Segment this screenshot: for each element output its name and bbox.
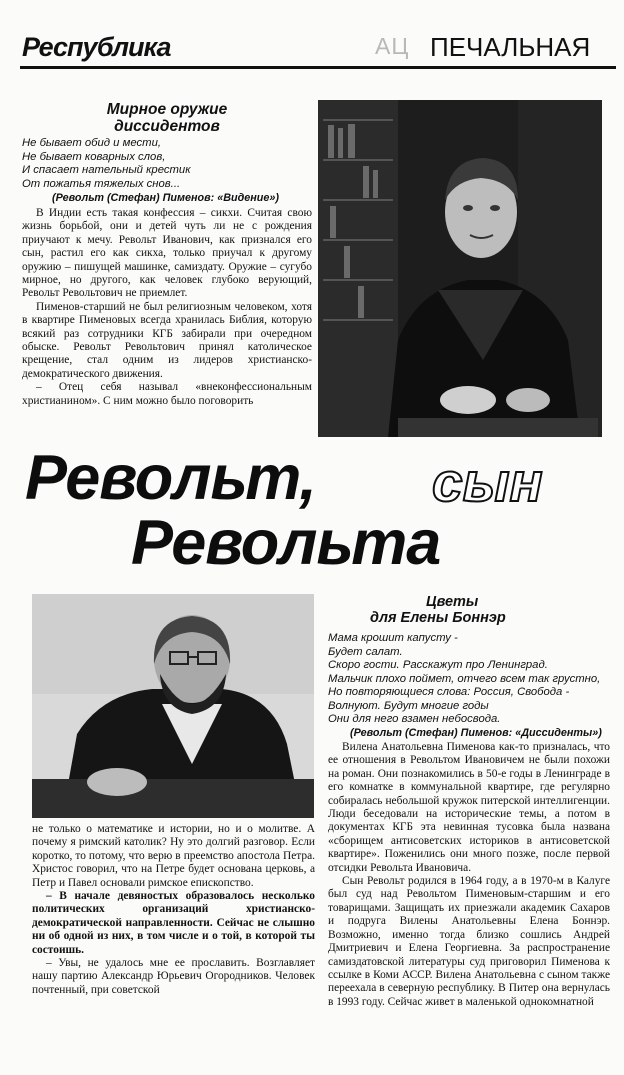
poem1-title-line2: диссидентов xyxy=(114,118,220,135)
headline-word-1: Револьт, xyxy=(25,443,316,513)
poem-line: Они для него взамен небосвода. xyxy=(328,713,501,725)
article-right-column xyxy=(328,741,610,1009)
masthead-ghost-text: АЦ xyxy=(375,33,410,59)
poem-line: Будет салат. xyxy=(328,645,403,658)
poem-line: Мальчик плохо поймет, отчего всем так грустно, xyxy=(328,672,601,685)
portrait-illustration xyxy=(318,100,602,437)
paragraph: Пименов-старший не был религиозным человеком, хотя в квартире Пименовых всегда хранилась Библия, которую всякий раз сотрудники КГБ забирали при очередном обыске. Револьт Револьтович принял католическое крещение, стал одним из лидеров христианско-демократического движения. xyxy=(22,300,312,380)
poem-line: Скоро гости. Расскажут про Ленинград. xyxy=(328,659,548,671)
poem2-title-line2: для Елены Боннэр xyxy=(370,610,506,626)
article-top-column xyxy=(22,207,312,408)
poem2-title xyxy=(356,594,606,626)
poem1-attribution: (Револьт (Стефан) Пименов: «Видение») xyxy=(52,192,280,204)
poem-line: От пожатья тяжелых снов... xyxy=(22,177,181,190)
photo-revolt-father xyxy=(32,594,314,818)
photo-revolt-son xyxy=(318,100,602,437)
section-title: ПЕЧАЛЬНАЯ xyxy=(430,32,591,62)
headline-word-3: Револьта xyxy=(131,508,441,578)
question-paragraph: – В начале девяностых образовалось несколько политических организаций христианско-демократической направленности. Сейчас не слышно ни об одной из них, в том числе и о той, в которой ты состоишь. xyxy=(32,890,315,956)
poem1-title-line1: Мирное оружие xyxy=(106,101,228,118)
masthead-logo: Республика xyxy=(22,32,171,62)
poem2-attribution: (Револьт (Стефан) Пименов: «Диссиденты») xyxy=(350,727,602,739)
paragraph: Сын Револьт родился в 1964 году, а в 1970-м в Калуге был суд над Револьтом Пименовым-старшим и его товарищами. Защищать их приезжали академик Сахаров и подруга Вилены Анатольевны Елена Боннэр. Возможно, именно тогда близко сошлись Андрей Дмитриевич и Елена Георгиевна. За распространение самиздатовской литературы суд приговорил Пименова к ссылке в Коми АССР. Вилена Анатольевна с сыном также переехала в северную республику. В Питер она вернулась в 1993 году. Сейчас живет в маленькой однокомнатной xyxy=(328,875,610,1008)
paragraph: – Увы, не удалось мне ее прославить. Возглавляет нашу партию Александр Юрьевич Огородников. Человек почтенный, при советской xyxy=(32,957,315,996)
poem-line: Не бывает обид и мести, xyxy=(22,137,161,149)
poem-line: Мама крошит капусту - xyxy=(328,632,458,644)
poem-line: И спасает нательный крестик xyxy=(22,164,191,176)
poem-line: Но повторяющиеся слова: Россия, Свобода - xyxy=(328,686,570,698)
paragraph: Вилена Анатольевна Пименова как-то призналась, что ее отношения в Револьтом Ивановичем не были похожи на роман. Они познакомились в 50-е годы в Ленинграде в его комнатке в коммунальной квартире, где регулярно собиралась небольшой кружок питерской интеллигенции. Люди беседовали на исторические темы, а потом в документах КГБ эта невинная тусовка была названа «сборищем антисоветских историков в антисоветской квартире». Поженились они много позже, после первой отсидки Револьта Ивановича. xyxy=(328,741,610,874)
masthead-rule xyxy=(20,66,616,69)
paragraph: не только о математике и истории, но и о молитве. А почему я римский католик? Ну это долгий разговор. Если коротко, то потому, что верю в преемство апостола Петра. Христос говорил, что на Петре будет основана церковь, а Петр и Павел основали римское епископство. xyxy=(32,823,315,889)
poem1-title xyxy=(22,101,312,135)
poem2-verse xyxy=(328,632,600,727)
poem2-title-line1: Цветы xyxy=(426,594,479,610)
poem-line: Не бывает коварных слов, xyxy=(22,150,166,163)
portrait-illustration xyxy=(32,594,314,818)
paragraph: В Индии есть такая конфессия – сикхи. Считая свою жизнь борьбой, они и детей чуть ли не с рождения приучают к мечу. Револьт Иванович, как признался его сын, растил его как сикха, только приучал к другому оружию – пишущей машинке, самиздату. Оружие – сугубо мирное, но другого, как человек глубоко верующий, Револьт Револьтович не приемлет. xyxy=(22,207,312,300)
paragraph: – Отец себя называл «внеконфессиональным христианином». С ним можно было поговорить xyxy=(22,381,312,407)
poem1-verse xyxy=(22,137,191,191)
article-left-column xyxy=(32,823,315,997)
poem-line: Волнуют. Будут многие годы xyxy=(328,699,489,712)
headline-word-2: сын xyxy=(432,451,543,513)
